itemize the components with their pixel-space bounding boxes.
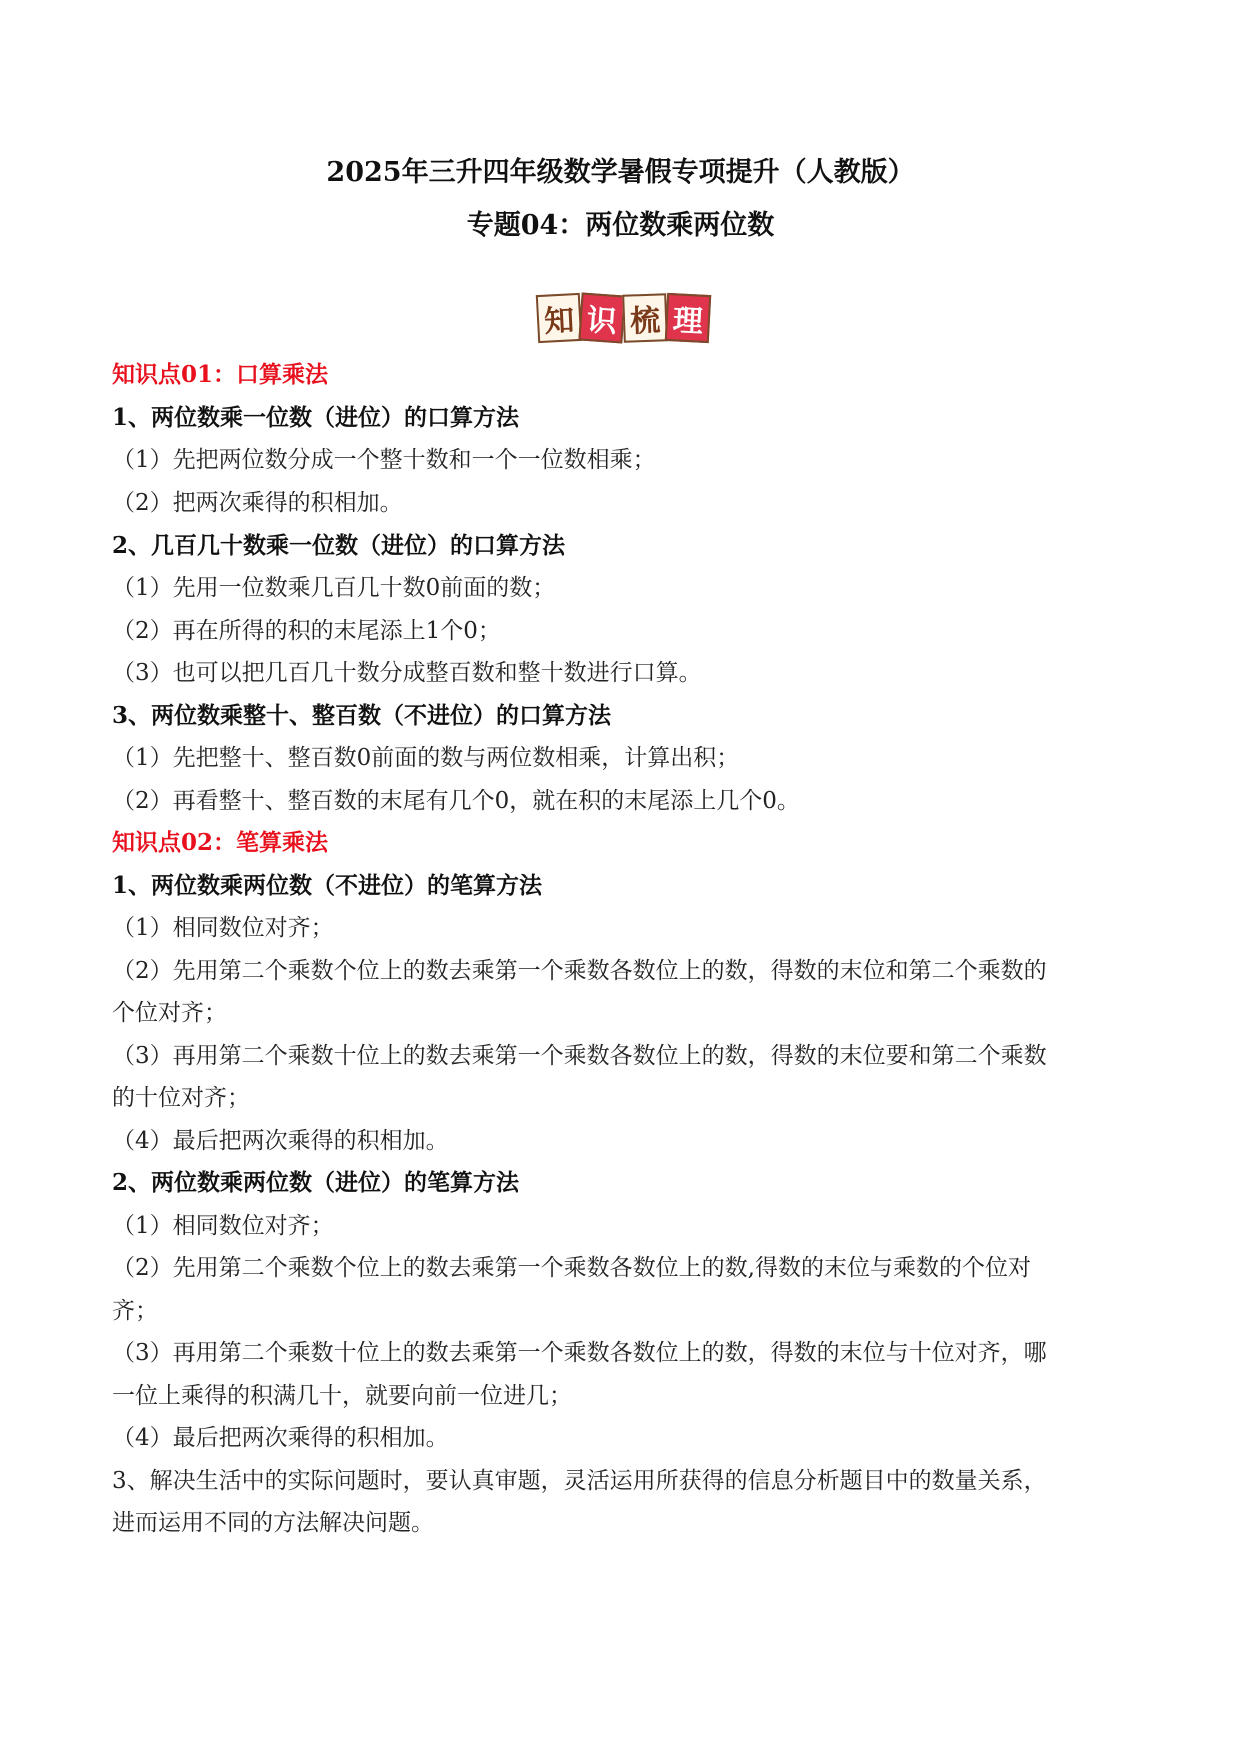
knowledge-point-1-heading: 知识点01：口算乘法	[112, 361, 329, 388]
paragraph-line: （3）再用第二个乘数十位上的数去乘第一个乘数各数位上的数，得数的末位要和第二个乘数	[112, 1043, 1047, 1069]
paragraph-line: （4）最后把两次乘得的积相加。	[112, 1128, 449, 1154]
paragraph-line: （1）相同数位对齐；	[112, 1213, 334, 1239]
paragraph-line: （2）再看整十、整百数的末尾有几个0，就在积的末尾添上几个0。	[112, 788, 800, 814]
section-heading: 2、两位数乘两位数（进位）的笔算方法	[112, 1169, 520, 1196]
paragraph-line: （1）先把两位数分成一个整十数和一个一位数相乘；	[112, 447, 656, 473]
paragraph-line: （2）把两次乘得的积相加。	[112, 490, 403, 516]
knowledge-point-2-heading: 知识点02：笔算乘法	[112, 829, 329, 856]
badge-char-1: 知	[536, 293, 582, 343]
paragraph-line: （1）先用一位数乘几百几十数0前面的数；	[112, 575, 556, 601]
badge-char-3: 梳	[622, 293, 668, 343]
paragraph-line: 进而运用不同的方法解决问题。	[112, 1510, 434, 1536]
section-heading: 1、两位数乘一位数（进位）的口算方法	[112, 404, 520, 431]
paragraph-line: （3）也可以把几百几十数分成整百数和整十数进行口算。	[112, 660, 702, 686]
badge-char-2: 识	[578, 293, 625, 344]
section-heading: 3、两位数乘整十、整百数（不进位）的口算方法	[112, 702, 612, 729]
paragraph-line: （2）再在所得的积的末尾添上1个0；	[112, 618, 501, 644]
paragraph-line: 一位上乘得的积满几十，就要向前一位进几；	[112, 1383, 572, 1409]
document-subtitle: 专题04：两位数乘两位数	[466, 210, 775, 241]
badge-char-4: 理	[665, 293, 711, 343]
paragraph-line: （2）先用第二个乘数个位上的数去乘第一个乘数各数位上的数,得数的末位与乘数的个位对	[112, 1255, 1031, 1281]
section-heading: 2、几百几十数乘一位数（进位）的口算方法	[112, 532, 566, 559]
section-heading: 1、两位数乘两位数（不进位）的笔算方法	[112, 872, 543, 899]
paragraph-line: （3）再用第二个乘数十位上的数去乘第一个乘数各数位上的数，得数的末位与十位对齐，哪	[112, 1340, 1047, 1366]
paragraph-line: 3、解决生活中的实际问题时，要认真审题，灵活运用所获得的信息分析题目中的数量关系，	[112, 1468, 1047, 1494]
paragraph-line: 的十位对齐；	[112, 1085, 250, 1111]
paragraph-line: 个位对齐；	[112, 1000, 227, 1026]
paragraph-line: （4）最后把两次乘得的积相加。	[112, 1425, 449, 1451]
paragraph-line: （1）先把整十、整百数0前面的数与两位数相乘，计算出积；	[112, 745, 740, 771]
paragraph-line: 齐；	[112, 1298, 158, 1324]
paragraph-line: （2）先用第二个乘数个位上的数去乘第一个乘数各数位上的数，得数的末位和第二个乘数的	[112, 958, 1047, 984]
document-title: 2025年三升四年级数学暑假专项提升（人教版）	[326, 157, 915, 188]
paragraph-line: （1）相同数位对齐；	[112, 915, 334, 941]
knowledge-review-badge	[537, 290, 709, 350]
